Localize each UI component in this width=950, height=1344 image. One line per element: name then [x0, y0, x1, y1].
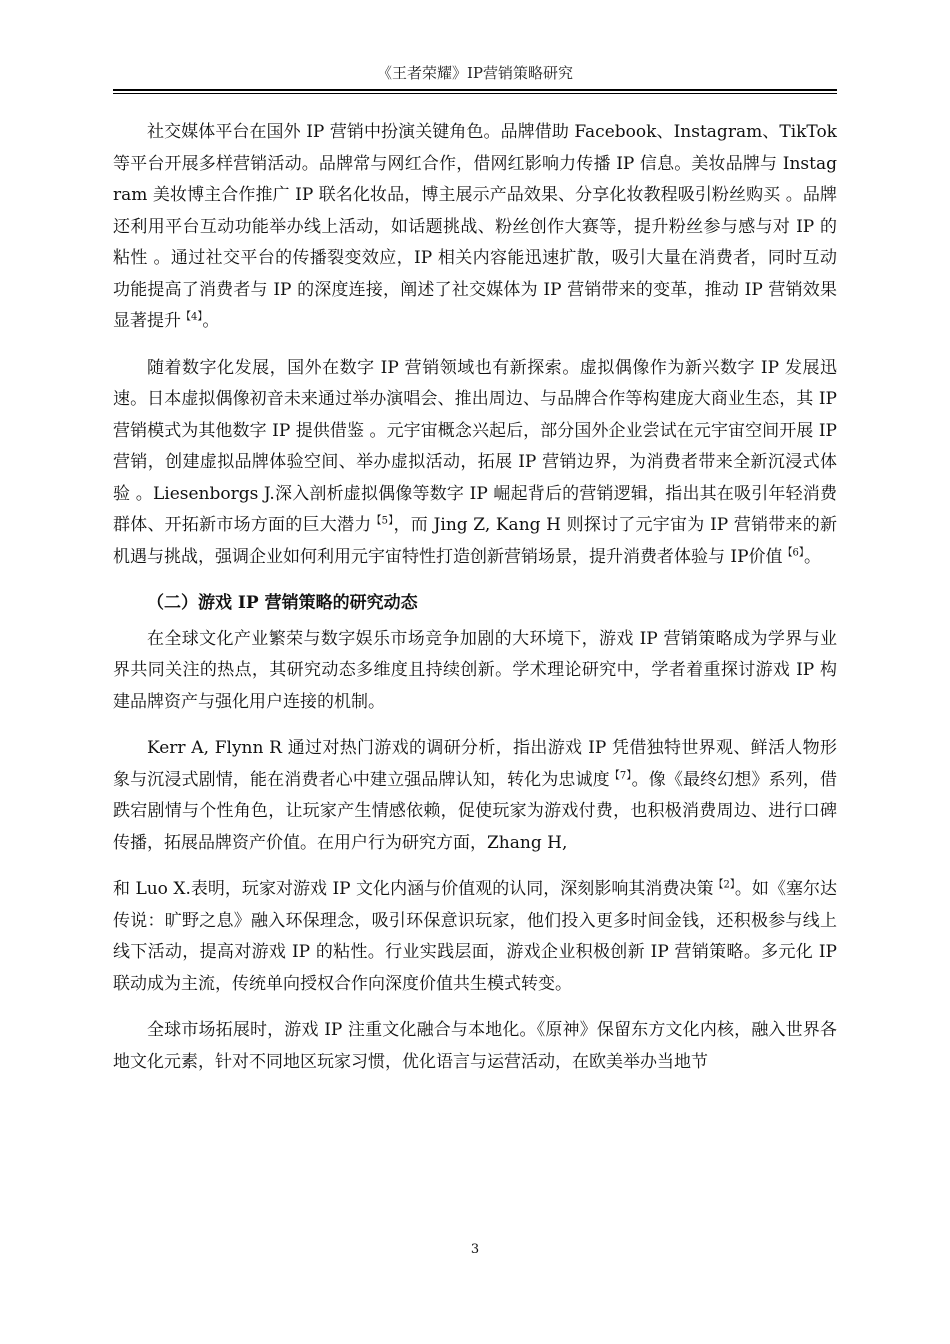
- paragraph-kerr-flynn: Kerr A, Flynn R 通过对热门游戏的调研分析，指出游戏 IP 凭借独特世界观、鲜活人物形象与沉浸式剧情，能在消费者心中建立强品牌认知，转化为忠诚度$^{【7】}$。像《最终幻想》系列，借跌宕剧情与个性角色，让玩家产生情感依赖，促使玩家为游戏付费，也积极消费周边、进行口碑传播，拓展品牌资产价值。在用户行为研究方面，Zhang H,: [113, 738, 838, 853]
- citation-ref: 【7】: [609, 769, 632, 781]
- paragraph-global-market: 全球市场拓展时，游戏 IP 注重文化融合与本地化。《原神》保留东方文化内核，融入世界各地文化元素，针对不同地区玩家习惯，优化语言与运营活动，在欧美举办当地节: [113, 1020, 837, 1072]
- citation-ref: 【2】: [713, 879, 735, 891]
- paragraph-research-intro: 在全球文化产业繁荣与数字娱乐市场竞争加剧的大环境下，游戏 IP 营销策略成为学界与业界共同关注的热点，其研究动态多维度且持续创新。学术理论研究中，学者着重探讨游戏 IP 构建品牌资产与强化用户连接的机制。: [113, 628, 837, 712]
- citation-ref: 【6】: [782, 546, 804, 558]
- section-heading: （二）游戏 IP 营销策略的研究动态: [147, 593, 418, 613]
- header-rule-thick: [113, 89, 837, 91]
- paragraph-social-media: 社交媒体平台在国外 IP 营销中扮演关键角色。品牌借助 Facebook、Instagram、TikTok 等平台开展多样营销活动。品牌常与网红合作，借网红影响力传播 IP 信息。美妆品牌与 Instagram 美妆博主合作推广 IP 联名化妆品，博主展示产品效果、分享化妆教程吸引粉丝购买 。品牌还利用平台互动功能举办线上活动，如话题挑战、粉丝创作大赛等，提升粉丝参与感与对 IP 的粘性 。通过社交平台的传播裂变效应，IP 相关内容能迅速扩散，吸引大量在消费者，同时互动功能提高了消费者与 IP 的深度连接，阐述了社交媒体为 IP 营销带来的变革，推动 IP 营销效果显著提升$^{【4】}$。: [113, 122, 837, 331]
- running-header: 《王者荣耀》IP营销策略研究: [376, 64, 574, 82]
- paragraph-zhang-luo: 和 Luo X.表明，玩家对游戏 IP 文化内涵与价值观的认同，深刻影响其消费决策$^{【2】}$。如《塞尔达传说：旷野之息》融入环保理念，吸引环保意识玩家，他们投入更多时间金钱，还积极参与线上线下活动，提高对游戏 IP 的粘性。行业实践层面，游戏企业积极创新 IP 营销策略。多元化 IP 联动成为主流，传统单向授权合作向深度价值共生模式转变。: [113, 879, 838, 994]
- body-text: [113, 117, 837, 1093]
- citation-ref: 【5】: [371, 515, 394, 527]
- header-rule-thin: [113, 93, 837, 94]
- citation-ref: 【4】: [181, 311, 203, 323]
- page-number: 3: [470, 1242, 480, 1257]
- paragraph-digital-ip: 随着数字化发展，国外在数字 IP 营销领域也有新探索。虚拟偶像作为新兴数字 IP 发展迅速。日本虚拟偶像初音未来通过举办演唱会、推出周边、与品牌合作等构建庞大商业生态，其 IP 营销模式为其他数字 IP 提供借鉴 。元宇宙概念兴起后，部分国外企业尝试在元宇宙空间开展 IP 营销，创建虚拟品牌体验空间、举办虚拟活动，拓展 IP 营销边界，为消费者带来全新沉浸式体验 。Liesenborgs J.深入剖析虚拟偶像等数字 IP 崛起背后的营销逻辑，指出其在吸引年轻消费群体、开拓新市场方面的巨大潜力$^{【5】}$，而 Jing Z, Kang H 则探讨了元宇宙为 IP 营销带来的新机遇与挑战，强调企业如何利用元宇宙特性打造创新营销场景，提升消费者体验与 IP价值$^{【6】}$。: [113, 357, 837, 567]
